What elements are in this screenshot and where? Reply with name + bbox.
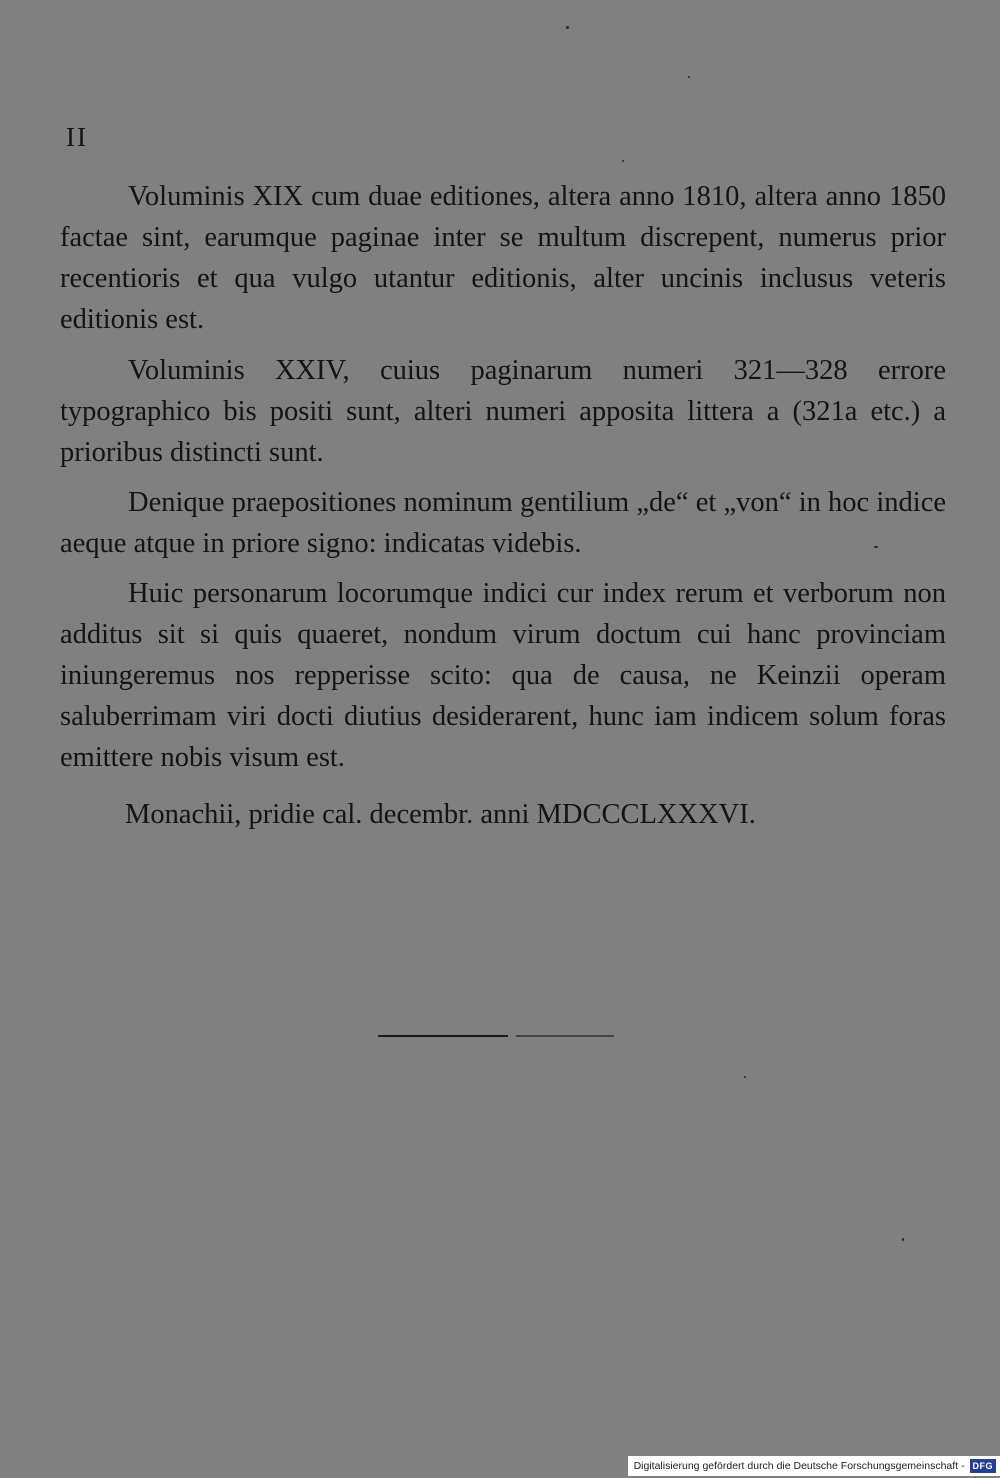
paragraph-prepositions: Denique praepositiones nominum gentilium „de“ et „von“ in hoc indice aeque atque in priore signo: indicatas videbis. bbox=[60, 487, 946, 559]
speck bbox=[744, 1076, 746, 1078]
paragraph-volume-xix: Voluminis XIX cum duae editiones, altera anno 1810, altera anno 1850 factae sint, earumque paginae inter se multum discrepent, numerus prior recentioris et qua vulgo utantur editionis, alter uncinis inclusus veteris editionis est. bbox=[60, 181, 946, 335]
speck bbox=[874, 546, 878, 548]
speck bbox=[688, 76, 690, 78]
section-separator bbox=[378, 1035, 614, 1037]
page-number: II bbox=[66, 122, 88, 152]
footer-credit-text: Digitalisierung gefördert durch die Deutsche Forschungsgemeinschaft - bbox=[633, 1460, 965, 1472]
closing-dateline: Monachii, pridie cal. decembr. anni MDCCCLXXXVI. bbox=[125, 799, 756, 830]
paragraph-index-note: Huic personarum locorumque indici cur index rerum et verborum non additus sit si quis quaeret, nondum virum doctum cui hanc provinciam iniungeremus nos repperisse scito: qua de causa, ne Keinzii operam saluberrimam viri docti diutius desiderarent, hunc iam indicem solum foras emittere nobis visum est. bbox=[60, 578, 946, 773]
dfg-logo-icon: DFG bbox=[970, 1459, 997, 1473]
speck bbox=[902, 1238, 904, 1241]
speck bbox=[622, 160, 624, 162]
paragraph-volume-xxiv: Voluminis XXIV, cuius paginarum numeri 321—328 errore typographico bis positi sunt, alteri numeri apposita littera a (321a etc.) a prioribus distincti sunt. bbox=[60, 355, 946, 468]
digitization-footer[interactable] bbox=[628, 1456, 1000, 1476]
speck bbox=[566, 26, 569, 29]
